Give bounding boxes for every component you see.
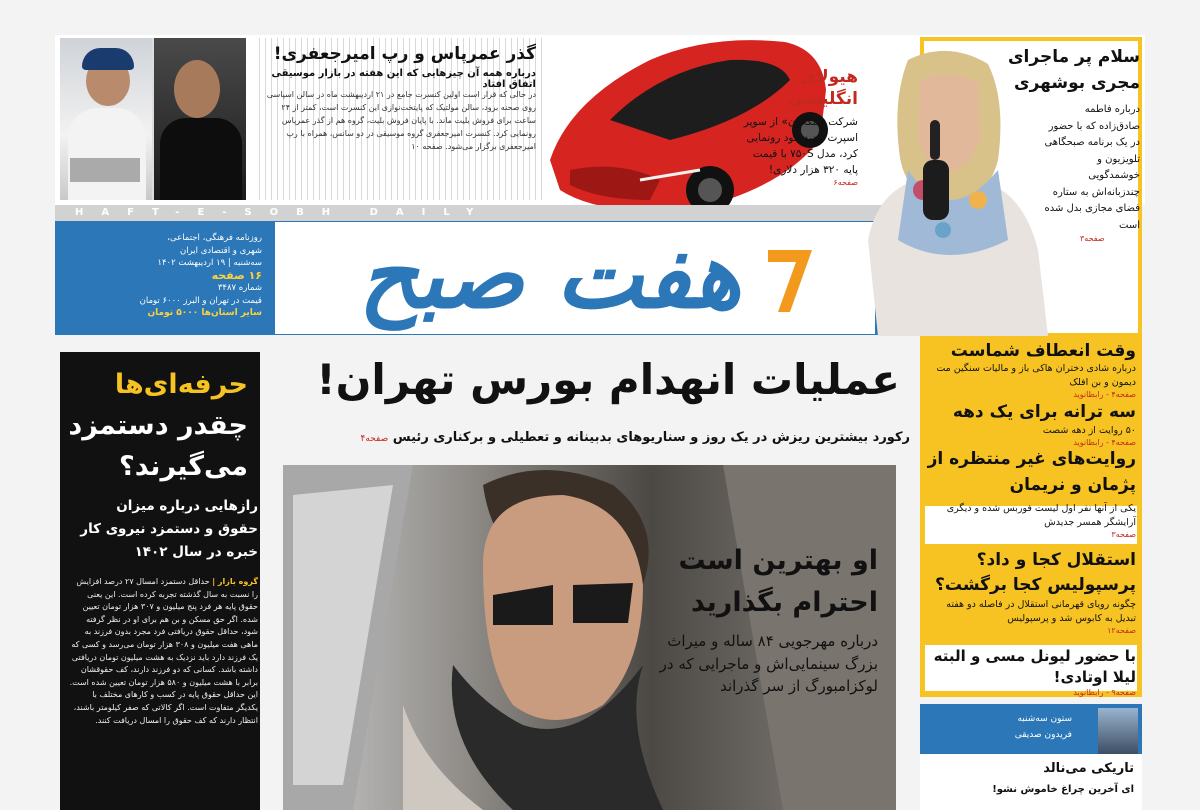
- photo-caption-title2: احترام بگذارید: [691, 587, 878, 618]
- main-subhead-text: رکورد بیشترین ریزش در یک روز و سناریوهای بدبینانه و تعطیلی و برکناری رئیس: [392, 430, 910, 445]
- salam-article-body: درباره فاطمه صادق‌زاده که با حضور در یک برنامه صبحگاهی تلویزیون و خوشمدگویی چندزبانه‌اش به ستاره فضای مجازی بدل شده است: [1044, 104, 1140, 231]
- meta-issue: شماره ۳۴۸۷: [217, 283, 262, 293]
- salam-article: [1000, 44, 1140, 243]
- sidebar-item: [926, 548, 1136, 635]
- column-title: تاریکی می‌نالد: [1043, 761, 1134, 776]
- salary-feature-subtitle: رازهایی درباره میزان حقوق و دستمزد نیروی کار خبره در سال ۱۴۰۲: [80, 498, 258, 560]
- sidebar-item-body: ۵۰ روایت از دهه شصت: [1042, 425, 1136, 436]
- music-feature-subtitle: درباره همه آن چیزهایی که این هفته در بازار موسیقی اتفاق افتاد: [271, 68, 536, 90]
- salary-feature-text: حداقل دستمزد امسال ۲۷ درصد افزایش را نسبت به سال گذشته تجربه کرده است. این یعنی حقوق پایه هر فرد پنج میلیون و ۳۰۷ هزار تومان تعیین شده. اگر حق مسکن و بن هم برای او در نظر گرفته شود، حداقل حقوق دریافتی فرد مجرد بدون فرزند به ماهی هفت میلیون و ۳۰۸ هزار تومان می‌رسد و کسی که یک فرزند دارد باید نزدیک به هشت میلیون تومان دریافتی داشته باشد. کسانی که دو فرزند دارند، کف حقوقشان برابر با هشت میلیون و ۵۸۰ هزار تومان تعیین شده است. این حداقل حقوق پایه در کسب و کارهای مختلف با یکدیگر متفاوت است. اگر کالاتی که صفر کیلومتر باشند، انتظار دارند که کف حقوق را امسال دریافت کنند.: [69, 577, 258, 725]
- sidebar-item: [926, 646, 1136, 697]
- music-feature-body: در حالی که قرار است اولین کنسرت جامع در ۲۱ اردیبهشت ماه در سالن اسپاسی روی صحنه برود، سالن مولتیک که پایتخت‌نوازی این کنسرت است، کمتر از ۲۴ ساعت برای فروش بلیت ماند. با پایان فروش بلیت، گروه هم از گذر عمرپاس رونمایی کرد. کنسرت امیرجعفری گروه موسیقی در دو سانس، همراه با رپ امیرجعفری برگزار می‌شود. صفحه ۱۰: [266, 90, 536, 151]
- sidebar-item: [926, 446, 1136, 539]
- meta-line1: روزنامه فرهنگی، اجتماعی،: [167, 233, 262, 243]
- car-article-title: هیولای انگلیسی: [787, 67, 858, 109]
- meta-price2: سایر استان‌ها ۵۰۰۰ تومان: [147, 308, 262, 318]
- salary-feature-title: [68, 364, 248, 487]
- column-author: فریدون صدیقی: [1014, 730, 1072, 740]
- salary-feature-title-line2: چقدر دستمزد: [68, 410, 248, 441]
- meta-pages: ۱۶ صفحه: [211, 268, 262, 282]
- photo-caption-body: درباره مهرجویی ۸۴ ساله و میراث بزرگ سینمایی‌اش و ماجرایی که در لوکزامبورگ از سر گذراند: [659, 632, 878, 695]
- masthead-latin: HAFT-E-SOBH DAILY: [55, 205, 935, 221]
- sidebar-item-title: روایت‌های غیر منتظره از پژمان و نریمان: [927, 449, 1136, 495]
- sidebar-item-ref: صفحه۴ - رابطانوید: [1073, 390, 1136, 399]
- logo-seven-mark: [760, 240, 820, 320]
- sidebar-item-body: یکی از آنها نفر اول لیست فوربس شده و دیگری آرایشگر همسر جدیدش: [946, 503, 1136, 528]
- salam-article-ref: صفحه۳: [1080, 234, 1105, 243]
- feature-photo-musicians: [60, 38, 246, 200]
- column-author-avatar: [1098, 708, 1138, 754]
- masthead-meta: [62, 232, 262, 320]
- sidebar-item-body: درباره شادی دختران هاکی باز و مالیات سنگین مت دیمون و بن افلک: [936, 363, 1136, 388]
- meta-price1: قیمت در تهران و البرز ۶۰۰۰ تومان: [139, 295, 262, 306]
- salary-feature-title-line1: حرفه‌ای‌ها: [114, 369, 248, 400]
- salary-feature-title-line3: می‌گیرند؟: [119, 451, 248, 482]
- column-label: ستون سه‌شنبه: [1017, 714, 1072, 724]
- photo-caption: [650, 540, 878, 698]
- sidebar-item: [926, 340, 1136, 399]
- sidebar-item-ref: صفحه۹ - رابطانوید: [1073, 688, 1136, 697]
- main-subhead: [280, 428, 910, 449]
- sidebar-item-ref: صفحه۱۲: [1107, 626, 1136, 635]
- car-article-ref: صفحه۶: [833, 178, 858, 187]
- main-subhead-ref: صفحه۴: [360, 434, 389, 444]
- sidebar-item-title: وقت انعطاف شماست: [950, 341, 1136, 361]
- salary-feature-tag: گروه بازار |: [212, 577, 258, 586]
- main-headline: عملیات انهدام بورس تهران!: [316, 355, 900, 404]
- sidebar-item: [926, 400, 1136, 447]
- sidebar-item-title: با حضور لیونل مسی و البته لیلا اوتادی!: [933, 647, 1136, 686]
- photo-caption-title1: او بهترین است: [678, 545, 878, 576]
- salary-feature-body: [68, 576, 258, 727]
- music-feature-title: گذر عمرپاس و رپ امیرجعفری!: [273, 44, 536, 64]
- meta-date: سه‌شنبه | ۱۹ اردیبهشت ۱۴۰۲: [157, 258, 262, 268]
- car-article-body: شرکت «مکلارن» از سوپر اسپرت جدید خود رونمایی کرد، مدل ۷۵۰S با قیمت پایه ۳۲۰ هزار دلاری!: [743, 116, 858, 176]
- sidebar-item-title: سه ترانه برای یک دهه: [952, 402, 1136, 422]
- music-feature: [254, 38, 544, 200]
- sidebar-item-ref: صفحه۳: [1111, 530, 1136, 539]
- sidebar-item-ref: صفحه۴ - رابطانوید: [1073, 438, 1136, 447]
- column-subtitle: ای آخرین چراغ خاموش نشو!: [992, 784, 1134, 795]
- sidebar-item-body: چگونه رویای قهرمانی استقلال در فاصله دو هفته تبدیل به کابوس شد و پرسپولیس: [946, 599, 1136, 624]
- sidebar-item-title: استقلال کجا و داد؟ پرسپولیس کجا برگشت؟: [935, 550, 1136, 595]
- salam-article-title: سلام پر ماجرای مجری بوشهری: [1007, 47, 1140, 93]
- newspaper-logo: هفت صبح: [358, 222, 742, 329]
- car-article: [740, 66, 858, 187]
- meta-line2: شهری و اقتصادی ایران: [179, 245, 262, 256]
